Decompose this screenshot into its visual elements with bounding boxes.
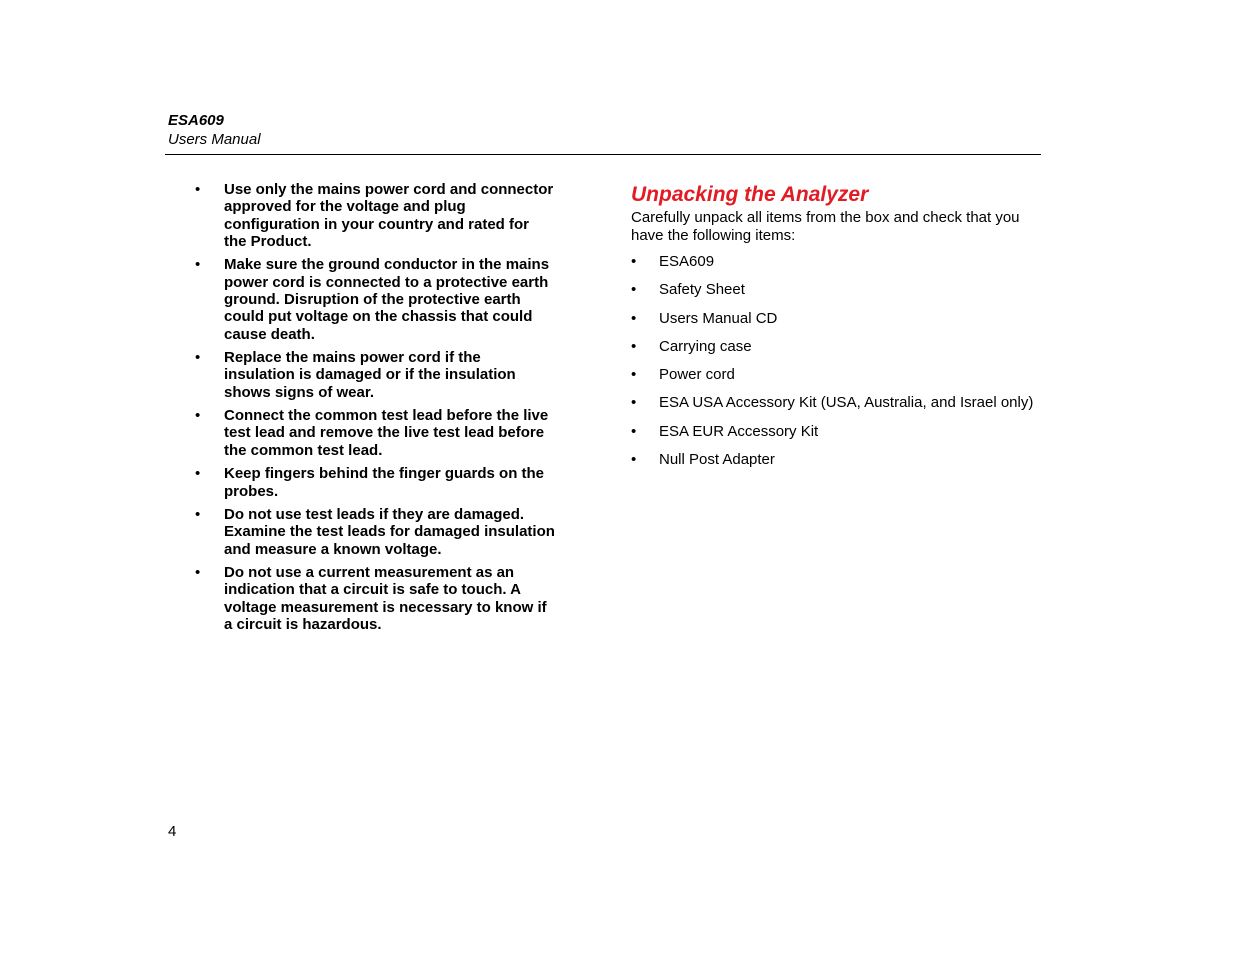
- bullet: •: [195, 564, 201, 582]
- warning-item: [195, 564, 555, 633]
- items-list: [631, 253, 1051, 469]
- list-item: [631, 423, 1051, 441]
- warning-item: [195, 256, 555, 342]
- item-text: Users Manual CD: [659, 309, 778, 327]
- section-heading: Unpacking the Analyzer: [631, 183, 869, 206]
- list-item: [631, 281, 1051, 299]
- warning-item: [195, 407, 555, 459]
- header-divider: [165, 154, 1041, 155]
- bullet: •: [631, 394, 637, 412]
- item-text: ESA EUR Accessory Kit: [659, 422, 819, 440]
- bullet: •: [631, 337, 637, 355]
- warning-list: [195, 181, 555, 639]
- document-subtitle: Users Manual: [168, 131, 261, 148]
- unpacking-section: [631, 181, 1051, 479]
- list-item: [631, 338, 1051, 356]
- list-item: [631, 310, 1051, 328]
- bullet: •: [195, 505, 201, 523]
- warning-item: [195, 349, 555, 401]
- warning-item: [195, 506, 555, 558]
- bullet: •: [631, 451, 637, 469]
- item-text: Safety Sheet: [659, 281, 745, 299]
- list-item: [631, 253, 1051, 271]
- list-item: [631, 394, 1051, 412]
- warning-text: Replace the mains power cord if the insulation is damaged or if the insulation shows signs of wear.: [224, 349, 516, 401]
- list-item: [631, 451, 1051, 469]
- item-text: ESA609: [659, 253, 715, 270]
- warning-text: Connect the common test lead before the live test lead and remove the live test lead before the common test lead.: [224, 407, 549, 459]
- warning-item: [195, 181, 555, 250]
- section-intro: Carefully unpack all items from the box and check that you have the following items:: [631, 209, 1020, 244]
- warning-item: [195, 465, 555, 500]
- bullet: •: [631, 366, 637, 384]
- warning-text: Use only the mains power cord and connector approved for the voltage and plug configuration in your country and rated for the Product.: [224, 181, 554, 250]
- bullet: •: [631, 281, 637, 299]
- warning-text: Do not use a current measurement as an indication that a circuit is safe to touch. A voltage measurement is necessary to know if a circuit is hazardous.: [224, 564, 547, 633]
- bullet: •: [195, 349, 201, 367]
- bullet: •: [195, 256, 201, 274]
- bullet: •: [195, 181, 201, 198]
- warning-text: Keep fingers behind the finger guards on the probes.: [224, 465, 545, 500]
- item-text: Power cord: [659, 366, 735, 384]
- item-text: Null Post Adapter: [659, 451, 775, 469]
- bullet: •: [195, 465, 201, 483]
- warning-text: Make sure the ground conductor in the mains power cord is connected to a protective earth ground. Disruption of the protective earth could put voltage on the chassis that could cause death.: [224, 256, 550, 343]
- bullet: •: [631, 253, 637, 270]
- item-text: ESA USA Accessory Kit (USA, Australia, and Israel only): [659, 394, 1034, 412]
- page-number: 4: [168, 823, 177, 840]
- page-header: [168, 111, 1041, 149]
- bullet: •: [195, 407, 201, 425]
- warning-text: Do not use test leads if they are damaged. Examine the test leads for damaged insulation and measure a known voltage.: [224, 505, 555, 558]
- document-title: ESA609: [168, 112, 224, 129]
- item-text: Carrying case: [659, 337, 752, 355]
- bullet: •: [631, 309, 637, 327]
- bullet: •: [631, 422, 637, 440]
- list-item: [631, 366, 1051, 384]
